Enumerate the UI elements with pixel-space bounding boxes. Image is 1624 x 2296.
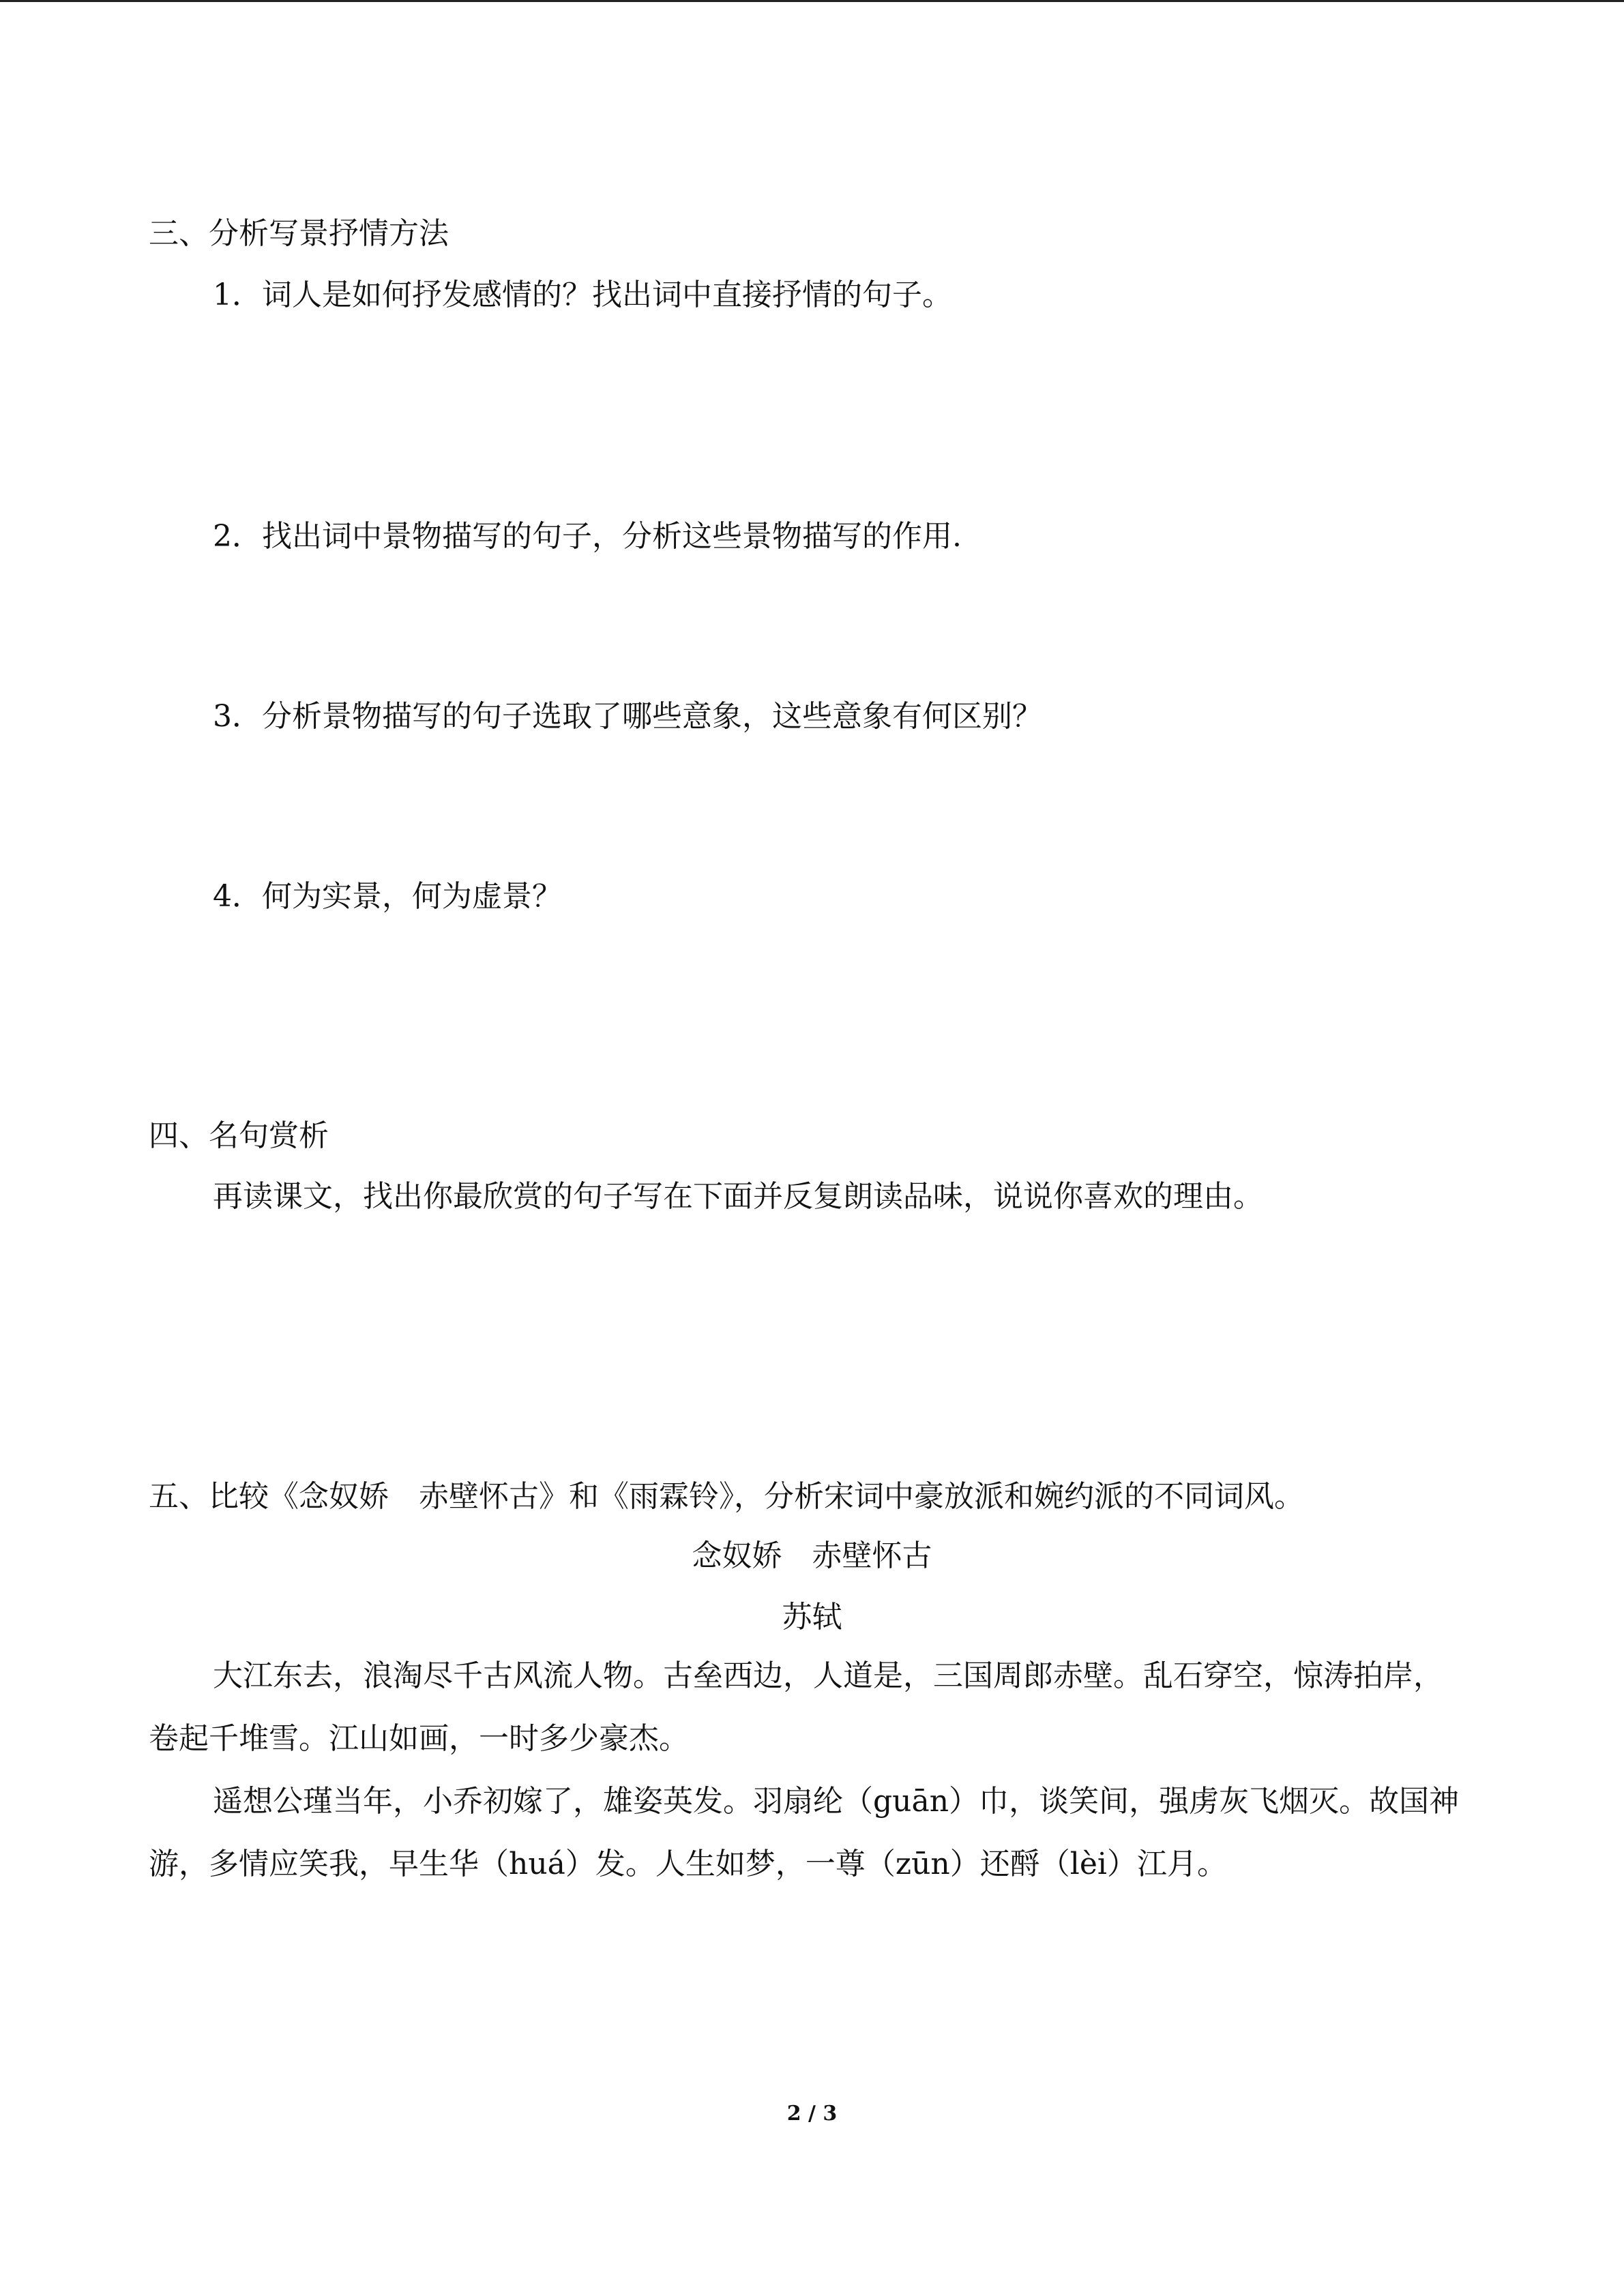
question-2: 2．找出词中景物描写的句子，分析这些景物描写的作用. [213, 519, 962, 554]
page-number: 2 / 3 [786, 2102, 838, 2126]
section-3-heading: 三、分析写景抒情方法 [149, 216, 449, 251]
poem-stanza-2: 遥想公瑾当年，小乔初嫁了，雄姿英发。羽扇纶（guān）巾，谈笑间，强虏灰飞烟灭。故国神游，多情应笑我，早生华（huá）发。人生如梦，一尊（zūn）还酹（lèi）江月。 [149, 1784, 1460, 1881]
poem-stanza-1: 大江东去，浪淘尽千古风流人物。古垒西边，人道是，三国周郎赤壁。乱石穿空，惊涛拍岸，卷起千堆雪。江山如画，一时多少豪杰。 [149, 1658, 1443, 1756]
section-5-heading: 五、比较《念奴娇 赤壁怀古》和《雨霖铃》，分析宋词中豪放派和婉约派的不同词风。 [149, 1479, 1304, 1514]
section-4-heading: 四、名句赏析 [149, 1118, 329, 1153]
question-3: 3．分析景物描写的句子选取了哪些意象，这些意象有何区别？ [213, 699, 1042, 734]
question-1: 1．词人是如何抒发感情的？找出词中直接抒情的句子。 [213, 278, 952, 312]
page-top-border [0, 0, 1624, 2]
poem-title: 念奴娇 赤壁怀古 [692, 1538, 932, 1573]
poem-author: 苏轼 [782, 1600, 842, 1635]
section-4-instruction: 再读课文，找出你最欣赏的句子写在下面并反复朗读品味，说说你喜欢的理由。 [213, 1179, 1263, 1214]
question-4: 4．何为实景，何为虚景？ [213, 879, 562, 914]
